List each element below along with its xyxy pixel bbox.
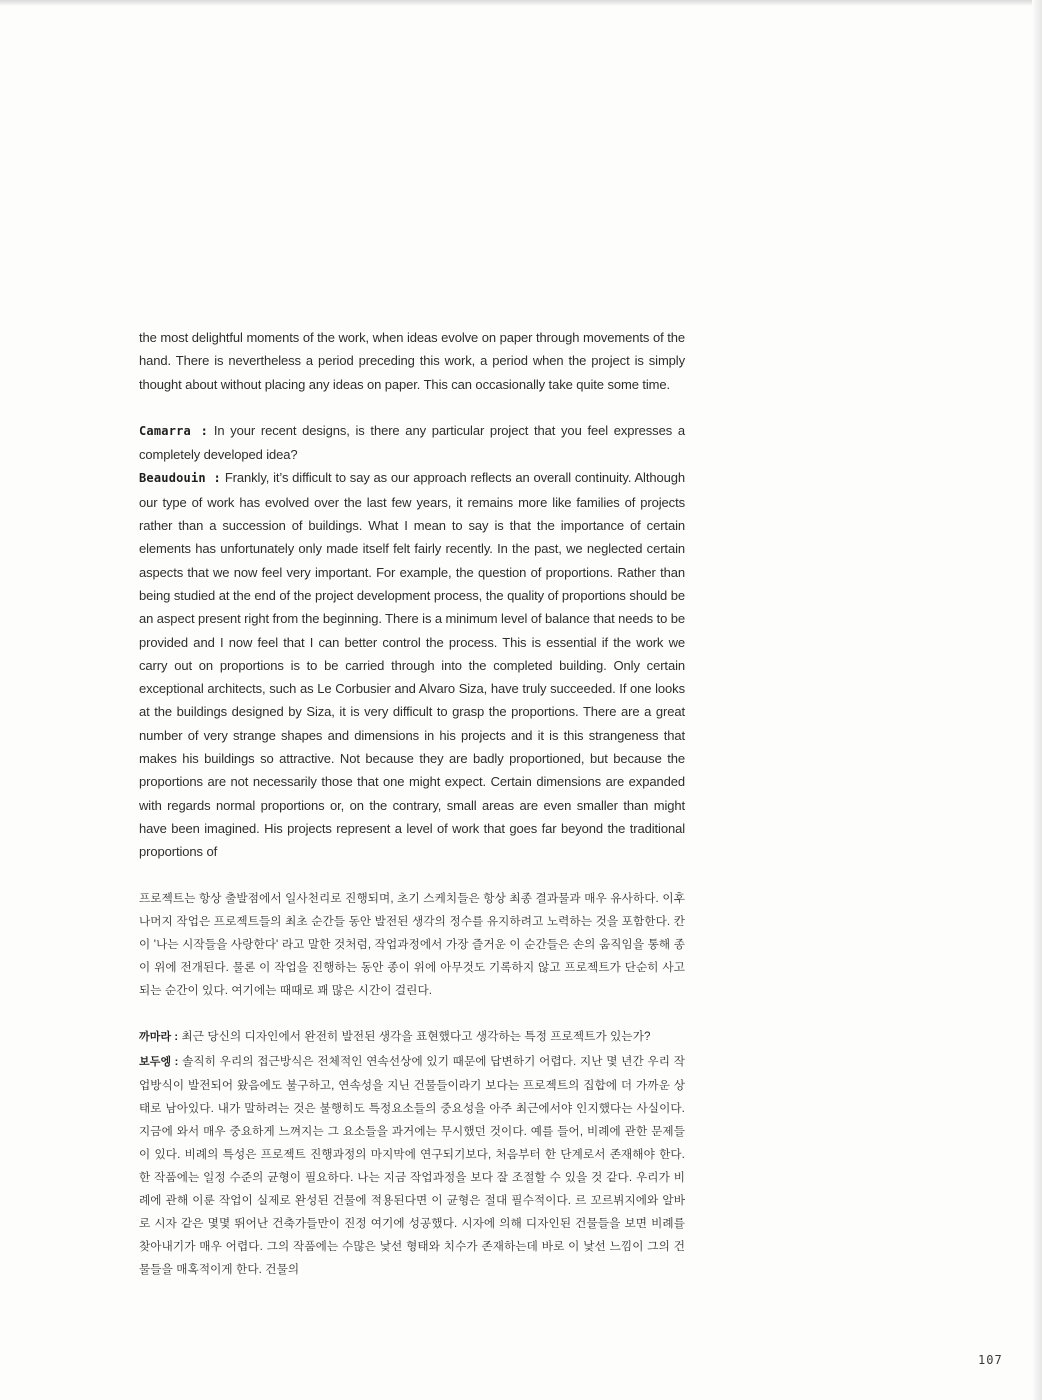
english-answer-text: Frankly, it’s difficult to say as our approach reflects an overall continuity. Although our type of work has evolved over the last few years, it remains more like families of projects rather than a succession of buildings. What I mean to say is that the importance of certain elements has unfortunately only made itself felt fairly recently. In the past, we neglected certain aspects that we now feel very important. For example, the question of proportions. Rather than being studied at the end of the project development process, the quality of proportions should be an aspect present right from the beginning. There is a minimum level of balance that needs to be provided and I now feel that I can better control the process. This is essential if the work we carry out on proportions is to be carried through into the completed building. Only certain exceptional architects, such as Le Corbusier and Alvaro Siza, have truly succeeded. If one looks at the buildings designed by Siza, it is very difficult to grasp the proportions. There are a great number of very strange shapes and dimensions in his projects and it is this strangeness that makes his buildings so attractive. Not because they are badly proportioned, but because the proportions are not necessarily those that one might expect. Certain dimensions are expanded with regards normal proportions or, on the contrary, small areas are even smaller than might have been imagined. His projects represent a level of work that goes far beyond the traditional proportions of (139, 470, 685, 860)
korean-answer-text: 솔직히 우리의 접근방식은 전체적인 연속선상에 있기 때문에 답변하기 어렵다. 지난 몇 년간 우리 작업방식이 발전되어 왔음에도 불구하고, 연속성을 지닌 건물들이라기 보다는 프로젝트의 집합에 더 가까운 상태로 남아있다. 내가 말하려는 것은 불행히도 특정요소들의 중요성을 아주 최근에서야 인지했다는 사실이다. 지금에 와서 매우 중요하게 느껴지는 그 요소들을 과거에는 무시했던 것이다. 예를 들어, 비례에 관한 문제들이 있다. 비례의 특성은 프로젝트 진행과정의 마지막에 연구되기보다, 처음부터 한 단계로서 존재해야 한다. 한 작품에는 일정 수준의 균형이 필요하다. 나는 지금 작업과정을 보다 잘 조절할 수 있을 것 같다. 우리가 비례에 관해 이룬 작업이 실제로 완성된 건물에 적용된다면 이 균형은 절대 필수적이다. 르 꼬르뷔지에와 알바로 시자 같은 몇몇 뛰어난 건축가들만이 진정 여기에 성공했다. 시자에 의해 디자인된 건물들을 보면 비례를 찾아내기가 매우 어렵다. 그의 작품에는 수많은 낯선 형태와 치수가 존재하는데 바로 이 낯선 느낌이 그의 건물들을 매혹적이게 한다. 건물의 (139, 1054, 685, 1277)
english-question-text: In your recent designs, is there any particular project that you feel expresses a completely developed idea? (139, 422, 685, 463)
korean-question (139, 1025, 685, 1049)
page-number: 107 (978, 1353, 1003, 1367)
english-paragraph-intro: the most delightful moments of the work, when ideas evolve on paper through movements of the hand. There is nevertheless a period preceding this work, a period when the project is simply thought about without placing any ideas on paper. This can occasionally take quite some time. (139, 330, 685, 392)
speaker-camarra-label: Camarra : (139, 423, 209, 438)
speaker-bodueng-label: 보두엥 : (139, 1055, 179, 1068)
korean-question-text: 최근 당신의 디자인에서 완전히 발전된 생각을 표현했다고 생각하는 특정 프로젝트가 있는가? (181, 1030, 651, 1044)
korean-answer (139, 1050, 685, 1282)
speaker-kamara-label: 까마라 : (139, 1031, 179, 1044)
english-answer (139, 466, 685, 863)
english-question (139, 419, 685, 467)
scan-edge-top (0, 0, 1042, 6)
korean-interview-text (139, 887, 685, 1282)
english-interview-text (139, 326, 685, 864)
scan-edge-right (1032, 0, 1042, 1400)
speaker-beaudouin-label: Beaudouin : (139, 471, 221, 486)
korean-paragraph-intro: 프로젝트는 항상 출발점에서 일사천리로 진행되며, 초기 스케치들은 항상 최종 결과물과 매우 유사하다. 이후 나머지 작업은 프로젝트들의 최초 순간들 동안 발전된 생각의 정수를 유지하려고 노력하는 것을 포함한다. 칸이 '나는 시작들을 사랑한다' 라고 말한 것처럼, 작업과정에서 가장 즐거운 이 순간들은 손의 움직임을 통해 종이 위에 전개된다. 물론 이 작업을 진행하는 동안 종이 위에 아무것도 기록하지 않고 프로젝트가 단순히 사고되는 순간이 있다. 여기에는 때때로 꽤 많은 시간이 걸린다. (139, 892, 685, 998)
